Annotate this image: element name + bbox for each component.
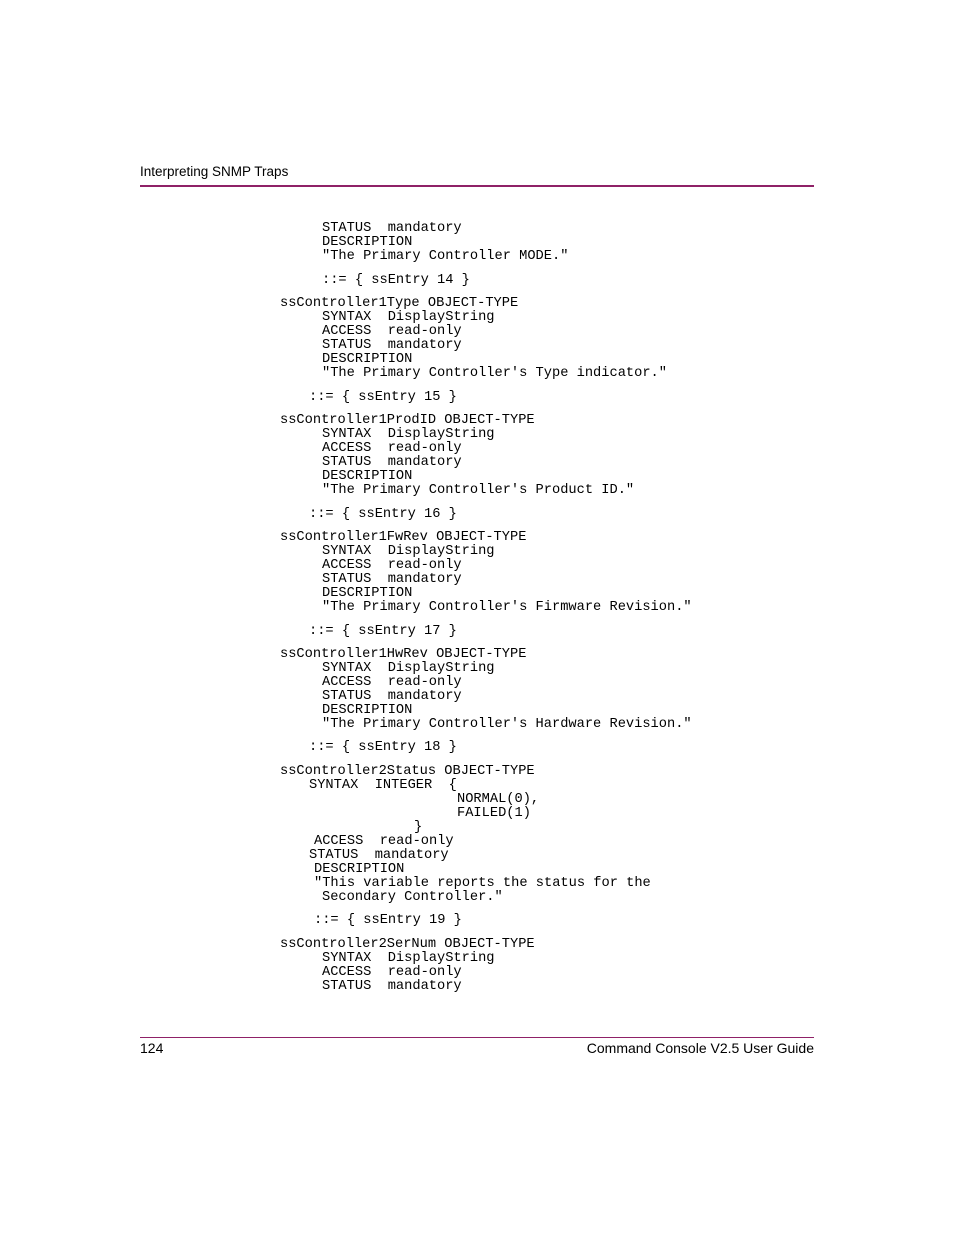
code-line: STATUS mandatory xyxy=(322,979,462,994)
code-line: SYNTAX DisplayString xyxy=(322,427,495,442)
code-line: DESCRIPTION xyxy=(322,586,413,601)
code-line: ssController1ProdID OBJECT-TYPE xyxy=(280,413,535,428)
running-header: Interpreting SNMP Traps xyxy=(140,164,289,179)
code-line: "The Primary Controller MODE." xyxy=(322,249,569,264)
code-line: Secondary Controller." xyxy=(322,890,503,905)
code-line: SYNTAX DisplayString xyxy=(322,661,495,676)
code-line: "The Primary Controller's Firmware Revision." xyxy=(322,600,692,615)
code-line: ssController1FwRev OBJECT-TYPE xyxy=(280,530,527,545)
header-rule xyxy=(140,185,814,187)
code-line: ::= { ssEntry 16 } xyxy=(309,507,457,522)
code-line: ACCESS read-only xyxy=(322,675,462,690)
code-line: STATUS mandatory xyxy=(322,689,462,704)
code-line: STATUS mandatory xyxy=(322,221,462,236)
footer-rule xyxy=(140,1037,814,1038)
code-line: ACCESS read-only xyxy=(314,834,454,849)
code-line: ::= { ssEntry 17 } xyxy=(309,624,457,639)
code-line: ssController2SerNum OBJECT-TYPE xyxy=(280,937,535,952)
code-line: SYNTAX DisplayString xyxy=(322,951,495,966)
code-line: STATUS mandatory xyxy=(322,572,462,587)
code-line: DESCRIPTION xyxy=(322,235,413,250)
code-line: DESCRIPTION xyxy=(322,703,413,718)
footer-doc-title: Command Console V2.5 User Guide xyxy=(586,1040,814,1056)
code-line: ssController1HwRev OBJECT-TYPE xyxy=(280,647,527,662)
code-line: SYNTAX DisplayString xyxy=(322,310,495,325)
code-line: ACCESS read-only xyxy=(322,965,462,980)
page-number: 124 xyxy=(140,1040,164,1056)
code-line: SYNTAX DisplayString xyxy=(322,544,495,559)
code-line: ssController1Type OBJECT-TYPE xyxy=(280,296,519,311)
code-line: DESCRIPTION xyxy=(322,352,413,367)
code-line: ACCESS read-only xyxy=(322,324,462,339)
code-line: DESCRIPTION xyxy=(314,862,405,877)
code-line: } xyxy=(414,820,423,835)
code-line: ACCESS read-only xyxy=(322,441,462,456)
code-line: STATUS mandatory xyxy=(322,338,462,353)
code-line: ::= { ssEntry 19 } xyxy=(314,913,462,928)
code-line: "The Primary Controller's Type indicator." xyxy=(322,366,667,381)
code-line: NORMAL(0), xyxy=(457,792,540,807)
code-line: ACCESS read-only xyxy=(322,558,462,573)
code-line: "This variable reports the status for the xyxy=(314,876,651,891)
code-line: "The Primary Controller's Hardware Revision." xyxy=(322,717,692,732)
code-line: FAILED(1) xyxy=(457,806,531,821)
code-line: ::= { ssEntry 18 } xyxy=(309,740,457,755)
code-line: ssController2Status OBJECT-TYPE xyxy=(280,764,535,779)
code-line: STATUS mandatory xyxy=(322,455,462,470)
code-line: DESCRIPTION xyxy=(322,469,413,484)
code-line: ::= { ssEntry 14 } xyxy=(322,273,470,288)
code-line: ::= { ssEntry 15 } xyxy=(309,390,457,405)
code-line: SYNTAX INTEGER { xyxy=(309,778,457,793)
code-line: "The Primary Controller's Product ID." xyxy=(322,483,635,498)
code-line: STATUS mandatory xyxy=(309,848,449,863)
